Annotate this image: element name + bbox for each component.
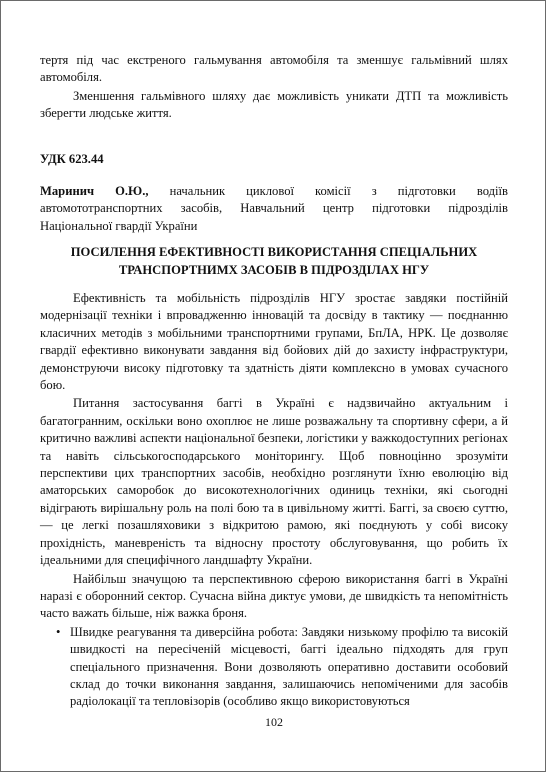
- intro-paragraph-1: тертя під час екстреного гальмування автомобіля та зменшує гальмівний шлях автомобіля.: [40, 53, 508, 85]
- body-paragraph-3: Найбільш значущою та перспективною сферою використання баггі в Україні наразі є оборонний сектор. Сучасна війна диктує умови, де швидкість та непомітність часто важать більше, ніж важка броня.: [40, 571, 508, 621]
- body-paragraph-1: Ефективність та мобільність підрозділів НГУ зростає завдяки постійній модернізації техніки і впровадженню інновацій та досвіду в тактику — поєднанню класичних методів з мобільними транспортними групами, БпЛА, НРК. Це дозволяє гвардії ефективно виконувати завдання від бойових дій до захисту інфраструктури, демонструючи високу підготовку та здатність діяти комплексно в умовах сучасного бою.: [40, 291, 508, 393]
- bullet-item: [40, 624, 508, 711]
- article-title: [40, 244, 508, 279]
- page-number: 102: [265, 715, 283, 729]
- title-line-2: ТРАНСПОРТНИМХ ЗАСОБІВ В ПІДРОЗДІЛАХ НГУ: [118, 262, 430, 277]
- author-affiliation: начальник циклової комісії з підготовки водіїв автомототранспортних засобів, Навчальний центр підготовки підрозділів Національної гвардії України: [40, 184, 508, 233]
- body-paragraph-2: Питання застосування баггі в Україні є надзвичайно актуальним і багатогранним, оскільки воно охоплює не лише розважальну та спортивну сфери, а й критично важливі аспекти національної безпеки, логістики у важкодоступних регіонах та навіть сільськогосподарського моніторингу. Щоб повноцінно зрозуміти перспективи цих транспортних засобів, необхідно розглянути їхню еволюцію від аматорських саморобок до високотехнологічних одиниць техніки, які сьогодні відіграють вирішальну роль на полі бою та в цивільному житті. Баггі, за своєю суттю, — це легкі позашляховики з відкритою рамою, які поєднують у собі високу прохідність, маневреність та відносну простоту обслуговування, що робить їх ідеальними для специфічного ландшафту України.: [40, 396, 508, 568]
- title-line-1: ПОСИЛЕННЯ ЕФЕКТИВНОСТІ ВИКОРИСТАННЯ СПЕЦІАЛЬНИХ: [70, 245, 478, 259]
- author-block: [40, 183, 508, 235]
- author-name: Маринич О.Ю.,: [40, 184, 149, 198]
- udk-code: УДК 623.44: [40, 152, 104, 166]
- bullet-dot-icon: •: [56, 624, 61, 639]
- bullet-list: [40, 624, 508, 711]
- article-body: [40, 290, 508, 711]
- intro-paragraph-2: Зменшення гальмівного шляху дає можливість уникати ДТП та можливість зберегти людське життя.: [40, 89, 508, 121]
- bullet-item-text: Швидке реагування та диверсійна робота: Завдяки низькому профілю та високій швидкості на пересіченій місцевості, баггі ідеально підходять для груп спеціального призначення. Вони дозволяють оперативно доставити особовий склад до точки виконання завдання, залишаючись непоміченими для засобів радіолокації та тепловізорів (особливо якщо використовуються: [70, 624, 508, 709]
